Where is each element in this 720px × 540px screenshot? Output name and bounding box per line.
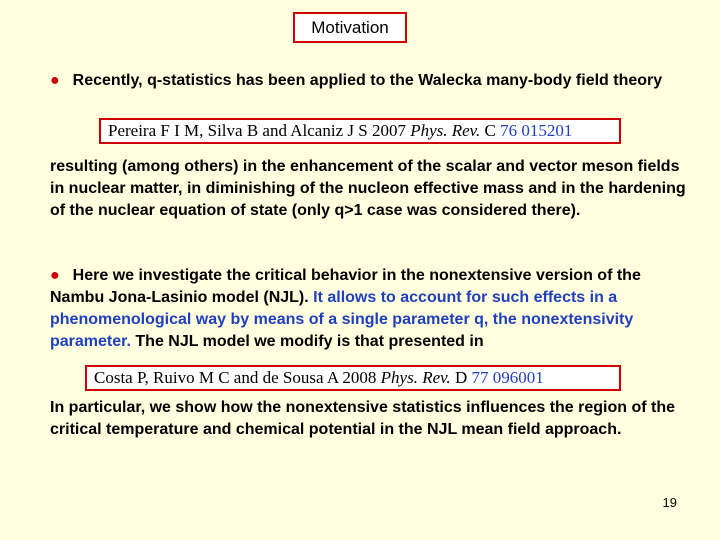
paragraph-2: resulting (among others) in the enhancement of the scalar and vector meson fields in nuclear matter, in diminishing of the nucleon effective mass and in the hardening of the nuclear equation of state (only q>1 case was considered there). [50,158,686,219]
page-number: 19 [662,495,677,510]
reference-2-journal: Phys. Rev. [380,368,451,387]
paragraph-3-highlight: It allows to account for such effects in a phenomenological way by means of a single parameter q, the nonextensivity parameter. [50,289,634,350]
slide-title: Motivation [293,12,407,43]
reference-1-volume: 76 015201 [500,121,573,140]
paragraph-1-text: Recently, q-statistics has been applied to the Walecka many-body field theory [72,72,663,89]
reference-2-volume: 77 096001 [471,368,544,387]
reference-2-authors: Costa P, Ruivo M C and de Sousa A 2008 [94,368,377,387]
paragraph-3 [50,265,690,353]
bullet-icon: ● [50,72,60,89]
reference-2 [85,365,621,391]
paragraph-1 [50,70,690,92]
paragraph-4: In particular, we show how the nonextensive statistics influences the region of the critical temperature and chemical potential in the NJL mean field approach. [50,399,676,438]
reference-1-authors: Pereira F I M, Silva B and Alcaniz J S 2007 [108,121,406,140]
reference-1 [99,118,621,144]
reference-1-journal: Phys. Rev. [410,121,481,140]
reference-1-letter: C [484,121,496,140]
paragraph-3-end: The NJL model we modify is that presented in [135,333,484,350]
bullet-icon: ● [50,267,60,284]
paragraph-3-text: Here we investigate the critical behavior in the nonextensive version of the Nambu Jona-Lasinio model (NJL). [50,267,641,306]
reference-2-letter: D [454,368,468,387]
